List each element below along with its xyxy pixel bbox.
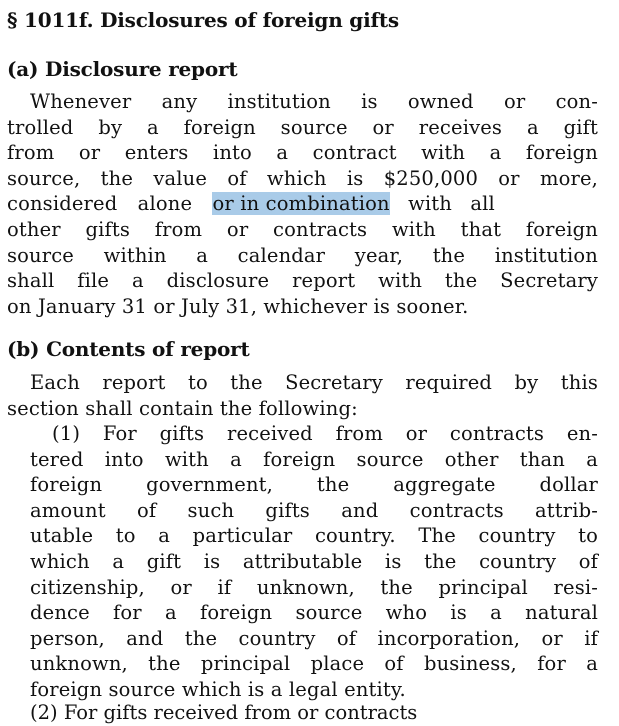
subsection-b-intro [7,370,598,421]
subsection-b-item-1 [7,421,598,703]
subsection-b-heading: (b) Contents of report [7,337,250,361]
text-line: person, and the country of incorporation, or if [30,626,598,650]
subsection-b-item-2-partial: (2) For gifts received from or contracts [30,701,418,724]
text-line: Each report to the Secretary required by this [30,371,598,394]
text-line: tered into with a foreign source other than a [30,447,598,471]
text-line: trolled by a foreign source or receives a gift [7,115,598,139]
text-line: citizenship, or if unknown, the principal resi- [30,575,598,599]
section-title: § 1011f. Disclosures of foreign gifts [7,8,399,32]
text-segment: considered alone [7,192,213,216]
text-line: section shall contain the following: [7,396,358,420]
text-line-highlighted [7,191,598,217]
text-line: amount of such gifts and contracts attrib- [30,498,598,522]
text-line: unknown, the principal place of business, for a [30,652,598,676]
subsection-a-heading: (a) Disclosure report [7,57,238,81]
text-line: shall file a disclosure report with the Secretary [7,269,598,293]
text-line: from or enters into a contract with a foreign [7,141,598,165]
text-line: Whenever any institution is owned or con- [30,90,598,113]
text-line: on January 31 or July 31, whichever is sooner. [7,294,469,318]
text-line: source, the value of which is $250,000 or more, [7,166,598,190]
text-line: (1) For gifts received from or contracts en- [52,422,598,445]
text-line: dence for a foreign source who is a natural [30,601,598,625]
subsection-a-paragraph [7,89,598,319]
selection-highlight[interactable]: or in combination [212,192,390,216]
text-line: foreign government, the aggregate dollar [30,473,598,497]
text-line: foreign source which is a legal entity. [30,677,406,701]
text-line: source within a calendar year, the institution [7,243,598,267]
text-line: utable to a particular country. The country to [30,524,598,548]
text-line: other gifts from or contracts with that foreign [7,217,598,241]
text-line: which a gift is attributable is the country of [30,549,598,573]
text-segment: with all [389,192,495,216]
